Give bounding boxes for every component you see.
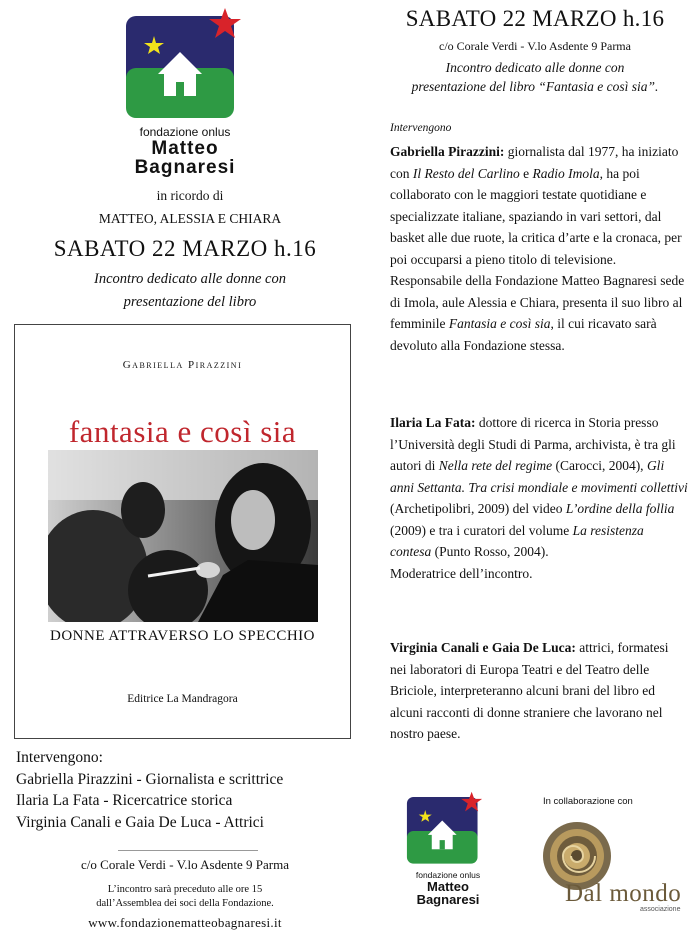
event-date-right: SABATO 22 MARZO h.16 (405, 6, 665, 31)
foundation-logo-small (403, 790, 488, 868)
book-subtitle: DONNE ATTRAVERSO LO SPECCHIO (49, 628, 315, 644)
assembly-note (20, 883, 350, 910)
bio-italic: La resistenza contesa (390, 522, 644, 559)
book-cover (14, 324, 351, 739)
bio-text: (2009) e tra i curatori del volume (390, 522, 573, 538)
foundation-label: fondazione onlus (415, 870, 481, 880)
partner-subtitle: associazione (640, 906, 681, 913)
speaker-bio-pirazzini (390, 141, 688, 356)
foundation-wordmark-small (398, 870, 498, 906)
bio-text: Moderatrice dell’incontro. (390, 565, 533, 581)
bio-italic: Gli anni Settanta. Tra crisi mondiale e movimenti collettivi (390, 458, 688, 495)
assembly-note-line-2: dall’Assemblea dei soci della Fondazione. (96, 897, 274, 909)
event-subtitle-left (20, 268, 360, 314)
speaker-name: Virginia Canali e Gaia De Luca: (390, 640, 576, 655)
foundation-logo (120, 6, 250, 124)
book-title: fantasia e così sia (68, 414, 297, 449)
book-publisher: Editrice La Mandragora (127, 693, 238, 705)
speaker-item: Ilaria La Fata - Ricercatrice storica (16, 792, 233, 809)
details-heading: Intervengono (390, 122, 452, 134)
bio-italic: L’ordine della follia (565, 501, 675, 516)
bio-text: e (519, 165, 533, 181)
bio-italic: Nella rete del regime (438, 458, 553, 473)
speakers-heading: Intervengono: (16, 749, 103, 766)
speaker-name: Ilaria La Fata: (390, 415, 476, 430)
foundation-wordmark (100, 126, 270, 177)
divider (118, 850, 258, 851)
speaker-item: Virginia Canali e Gaia De Luca - Attrici (16, 813, 264, 831)
subtitle-left-line-1: Incontro dedicato alle donne con (94, 271, 286, 287)
event-subtitle-right (370, 58, 700, 96)
bio-text: attrici, formatesi nei laboratori di Europa Teatri e del Teatro delle Briciole, interpreteranno alcuni brani del libro ed alcuni racconti di donne straniere che lavorano nel nostro paese. (390, 640, 669, 741)
speaker-item: Gabriella Pirazzini - Giornalista e scrittrice (16, 770, 284, 788)
bio-text: (Archetipolibri, 2009) del video (390, 501, 566, 516)
book-author: Gabriella Pirazzini (122, 359, 243, 371)
memorial-line-1: in ricordo di (156, 188, 224, 203)
foundation-name-first: Matteo (151, 138, 219, 159)
bio-text: dottore di ricerca in Storia presso l’Università degli Studi di Parma, archivista, è tra gli autori di (390, 415, 676, 473)
website-link[interactable]: www.fondazionematteobagnaresi.it (88, 915, 282, 930)
venue-right: c/o Corale Verdi - V.lo Asdente 9 Parma (439, 39, 631, 53)
bio-text: giornalista dal 1977, ha iniziato con (390, 144, 679, 181)
bio-text: , ha poi collaborato con le maggiori testate quotidiane e specializzate italiane, spaziando in vari settori, dal basket alle due ruote, la critica d’arte e la cronaca, per poi occuparsi a pieno titolo di televisione. Responsabile della Fondazione Matteo Bagnaresi sede di Imola, aule Alessia e Chiara, presenta il suo libro al femminile (390, 165, 685, 331)
speakers-summary (16, 747, 361, 833)
speaker-bio-lafata (390, 412, 688, 584)
foundation-name-first: Matteo (427, 879, 469, 894)
bio-text: (Carocci, 2004), (552, 458, 647, 473)
subtitle-right-line-2: presentazione del libro “Fantasia e così sia”. (411, 79, 659, 94)
foundation-name-last: Bagnaresi (134, 157, 236, 178)
event-date-left: SABATO 22 MARZO h.16 (53, 236, 317, 261)
memorial-text (20, 184, 360, 230)
book-cover-photo (48, 450, 318, 622)
memorial-line-2: MATTEO, ALESSIA E CHIARA (98, 211, 282, 226)
venue-left: c/o Corale Verdi - V.lo Asdente 9 Parma (81, 857, 289, 872)
bio-text: (Punto Rosso, 2004). (431, 544, 549, 559)
foundation-label: fondazione onlus (139, 125, 231, 139)
speaker-name: Gabriella Pirazzini: (390, 144, 505, 159)
subtitle-left-line-2: presentazione del libro (123, 294, 257, 310)
bio-text: , il cui ricavato sarà devoluto alla Fondazione stessa. (390, 316, 657, 353)
bio-italic: Radio Imola (532, 165, 600, 181)
bio-italic: Il Resto del Carlino (412, 165, 520, 181)
assembly-note-line-1: L’incontro sarà preceduto alle ore 15 (107, 884, 263, 895)
bio-italic: Fantasia e così sia (448, 316, 551, 331)
foundation-name-last: Bagnaresi (416, 892, 480, 907)
collaboration-label: In collaborazione con (543, 796, 633, 807)
partner-name: Dal mondo (565, 880, 682, 907)
speaker-bio-actresses (390, 637, 688, 745)
subtitle-right-line-1: Incontro dedicato alle donne con (445, 60, 625, 75)
